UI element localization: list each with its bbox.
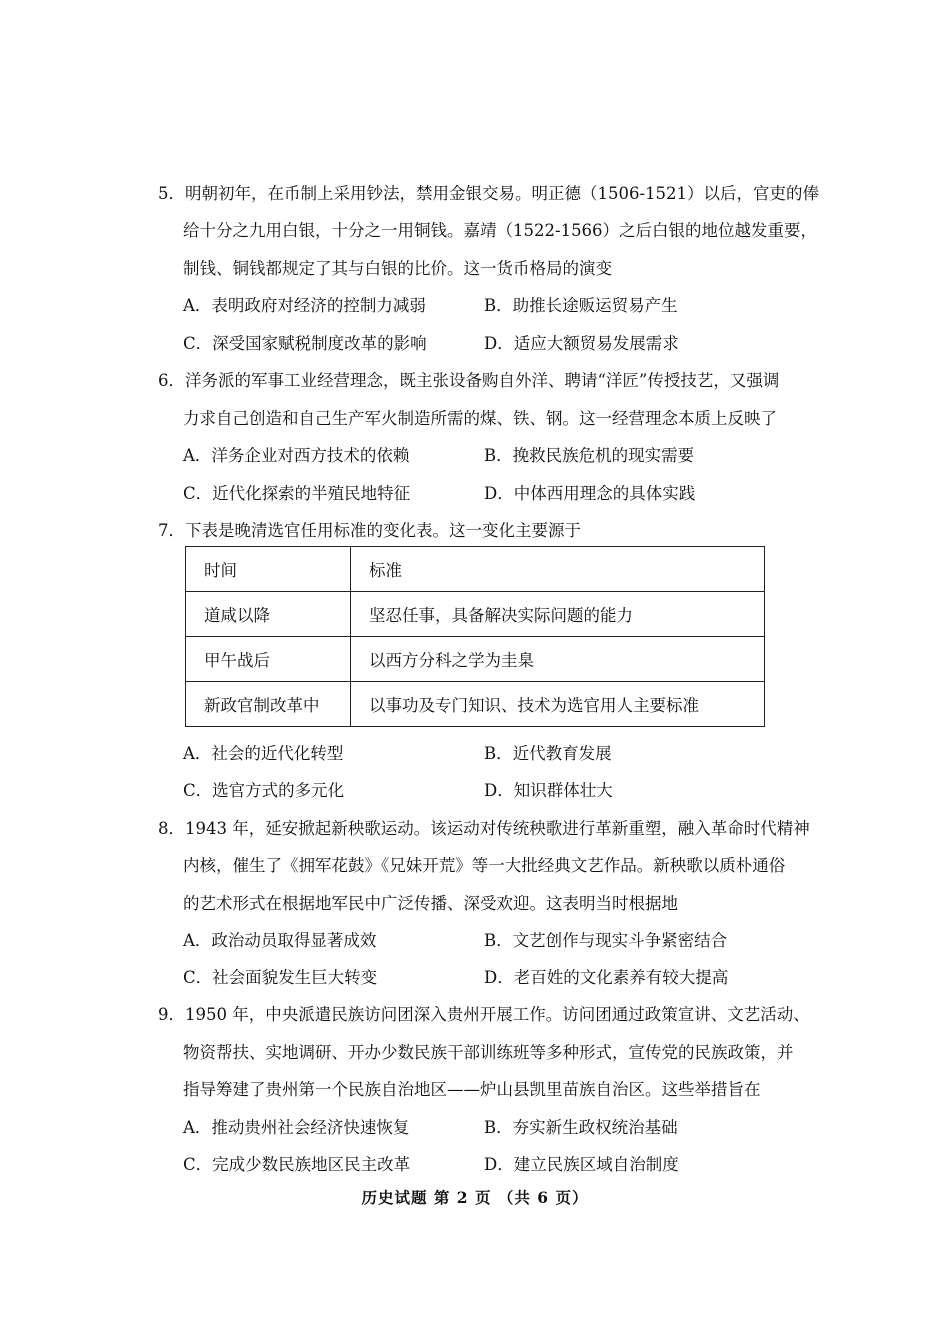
option-b: B．文艺创作与现实斗争紧密结合 [484,931,728,950]
question-text-line: 力求自己创造和自己生产军火制造所需的煤、铁、钢。这一经营理念本质上反映了 [183,409,777,428]
option-c: C．近代化探索的半殖民地特征 [183,484,411,503]
option-c: C．深受国家赋税制度改革的影响 [183,334,427,353]
question-text-line: 8．1943 年，延安掀起新秧歌运动。该运动对传统秧歌进行革新重塑，融入革命时代精神 [158,819,810,838]
question-text-line: 9．1950 年，中央派遣民族访问团深入贵州开展工作。访问团通过政策宣讲、文艺活动、 [158,1005,810,1024]
option-a: A．推动贵州社会经济快速恢复 [183,1118,410,1137]
option-d: D．建立民族区域自治制度 [484,1155,679,1174]
option-d: D．中体西用理念的具体实践 [484,484,696,503]
option-b: B．助推长途贩运贸易产生 [484,296,678,315]
selection-standard-table [185,546,765,727]
question-text-line: 物资帮扶、实地调研、开办少数民族干部训练班等多种形式，宣传党的民族政策，并 [183,1043,794,1062]
question-text-line: 制钱、铜钱都规定了其与白银的比价。这一货币格局的演变 [183,259,612,278]
option-b: B．挽救民族危机的现实需要 [484,446,695,465]
option-a: A．政治动员取得显著成效 [183,931,377,950]
table-header-cell: 时间 [186,547,351,592]
table-cell: 道咸以降 [186,592,351,637]
table-row [186,637,765,682]
question-text-line: 的艺术形式在根据地军民中广泛传播、深受欢迎。这表明当时根据地 [183,894,678,913]
table-cell: 甲午战后 [186,637,351,682]
option-c: C．完成少数民族地区民主改革 [183,1155,411,1174]
option-c: C．选官方式的多元化 [183,781,345,800]
table-cell: 以事功及专门知识、技术为选官用人主要标准 [351,682,765,727]
option-a: A．洋务企业对西方技术的依赖 [183,446,410,465]
option-d: D．知识群体壮大 [484,781,613,800]
option-a: A．社会的近代化转型 [183,744,344,763]
option-a: A．表明政府对经济的控制力减弱 [183,296,426,315]
page-footer: 历史试题 第 2 页 （共 6 页） [361,1188,589,1207]
question-text-line: 5．明朝初年，在币制上采用钞法，禁用金银交易。明正德（1506-1521）以后，官吏的俸 [158,184,820,203]
option-b: B．夯实新生政权统治基础 [484,1118,678,1137]
table-header-row [186,547,765,592]
table-cell: 坚忍任事，具备解决实际问题的能力 [351,592,765,637]
option-d: D．老百姓的文化素养有较大提高 [484,968,729,987]
question-text-line: 内核，催生了《拥军花鼓》《兄妹开荒》等一大批经典文艺作品。新秧歌以质朴通俗 [183,856,786,875]
question-text-line: 指导筹建了贵州第一个民族自治地区——炉山县凯里苗族自治区。这些举措旨在 [183,1080,761,1099]
option-b: B．近代教育发展 [484,744,612,763]
question-text-line: 给十分之九用白银，十分之一用铜钱。嘉靖（1522-1566）之后白银的地位越发重要， [183,221,818,240]
option-d: D．适应大额贸易发展需求 [484,334,679,353]
table-cell: 以西方分科之学为圭臬 [351,637,765,682]
table-row [186,682,765,727]
option-c: C．社会面貌发生巨大转变 [183,968,378,987]
table-cell: 新政官制改革中 [186,682,351,727]
table-row [186,592,765,637]
table-header-cell: 标准 [351,547,765,592]
question-text-line: 7．下表是晚清选官任用标准的变化表。这一变化主要源于 [158,521,581,540]
question-text-line: 6．洋务派的军事工业经营理念，既主张设备购自外洋、聘请“洋匠”传授技艺，又强调 [158,371,780,390]
